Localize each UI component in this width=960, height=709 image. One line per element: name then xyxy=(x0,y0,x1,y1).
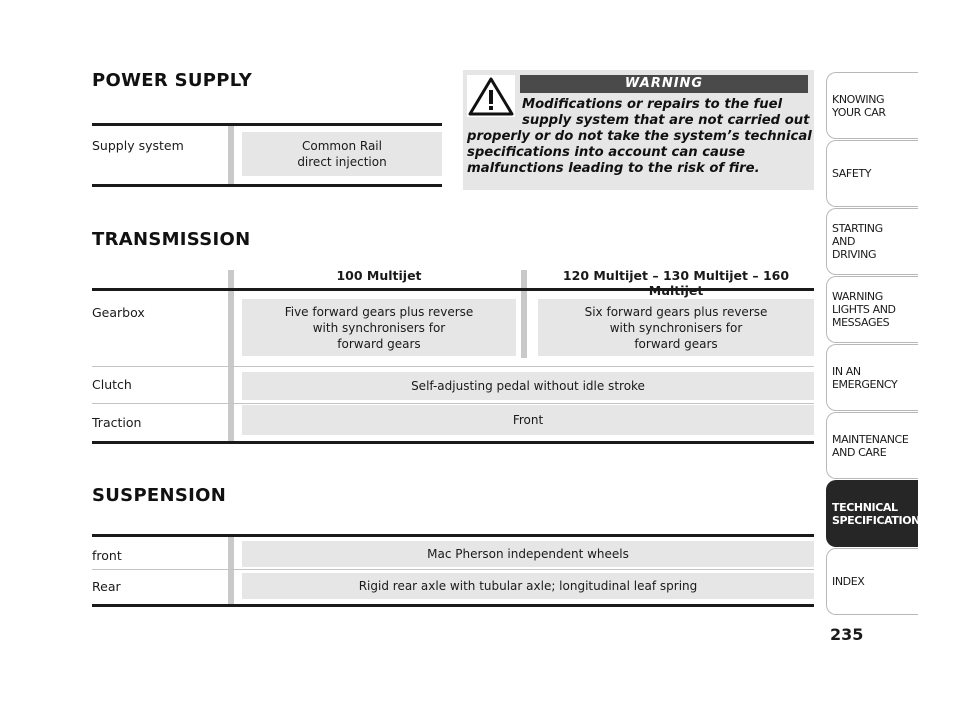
gearbox-100-line3: forward gears xyxy=(337,336,421,351)
clutch-label: Clutch xyxy=(92,377,132,392)
gearbox-120-value xyxy=(538,299,814,356)
power-supply-divider xyxy=(228,126,234,185)
warning-text-line4: specifications into account can cause xyxy=(467,145,746,160)
warning-triangle-icon xyxy=(467,75,515,117)
suspension-divider xyxy=(228,537,234,606)
clutch-value: Self-adjusting pedal without idle stroke xyxy=(242,372,814,400)
nav-tab-label: STARTING AND DRIVING xyxy=(832,222,883,261)
warning-header: WARNING xyxy=(520,75,808,93)
gearbox-100-value xyxy=(242,299,516,356)
suspension-separator xyxy=(92,569,814,570)
transmission-col-divider xyxy=(521,270,527,358)
col-100-multijet: 100 Multijet xyxy=(336,268,422,283)
gearbox-separator xyxy=(92,366,814,367)
transmission-divider xyxy=(228,270,234,442)
nav-tab-label: WARNING LIGHTS AND MESSAGES xyxy=(832,290,896,329)
gearbox-120-line3: forward gears xyxy=(634,336,718,351)
supply-system-value-line1: Common Rail xyxy=(302,139,382,153)
warning-text-line5: malfunctions leading to the risk of fire. xyxy=(467,161,760,176)
suspension-title: SUSPENSION xyxy=(92,485,227,506)
nav-tab-technical-specifications[interactable] xyxy=(826,480,928,547)
supply-system-value xyxy=(242,132,442,176)
col-120-130-160-multijet: 120 Multijet – 130 Multijet – 160 xyxy=(562,268,790,283)
nav-tab-label: SAFETY xyxy=(832,167,872,180)
nav-tab-label: IN AN EMERGENCY xyxy=(832,364,898,391)
traction-value: Front xyxy=(242,405,814,435)
nav-tab-knowing-your-car[interactable] xyxy=(826,72,918,139)
nav-tab-index[interactable] xyxy=(826,548,918,615)
nav-tab-label: MAINTENANCE AND CARE xyxy=(832,432,909,459)
warning-text-line1: Modifications or repairs to the fuel xyxy=(522,97,783,112)
nav-tab-maintenance-and-care[interactable] xyxy=(826,412,918,479)
clutch-separator xyxy=(92,403,814,404)
nav-tab-in-an-emergency[interactable] xyxy=(826,344,918,411)
nav-tab-label: KNOWING YOUR CAR xyxy=(832,92,886,119)
nav-tab-warning-lights[interactable] xyxy=(826,276,918,343)
page-number: 235 xyxy=(830,625,864,644)
suspension-rear-value: Rigid rear axle with tubular axle; longitudinal leaf spring xyxy=(242,573,814,599)
power-supply-bottom-rule xyxy=(92,184,442,187)
power-supply-top-rule xyxy=(92,123,442,126)
gearbox-100-line1: Five forward gears plus reverse xyxy=(284,304,474,319)
suspension-front-label: front xyxy=(92,548,122,563)
supply-system-value-line2: direct injection xyxy=(297,155,387,169)
warning-text-line3: properly or do not take the system’s technical xyxy=(467,129,812,144)
nav-tab-safety[interactable] xyxy=(826,140,918,207)
nav-tab-label: INDEX xyxy=(832,575,865,588)
gearbox-100-line2: with synchronisers for xyxy=(312,320,446,335)
suspension-rear-label: Rear xyxy=(92,579,121,594)
power-supply-title: POWER SUPPLY xyxy=(92,70,253,91)
suspension-front-value: Mac Pherson independent wheels xyxy=(242,541,814,567)
suspension-bottom-rule xyxy=(92,604,814,607)
warning-text-line2: supply system that are not carried out xyxy=(522,113,810,128)
nav-tab-starting-and-driving[interactable] xyxy=(826,208,918,275)
gearbox-label: Gearbox xyxy=(92,305,145,320)
gearbox-120-line1: Six forward gears plus reverse xyxy=(584,304,768,319)
nav-tab-label: TECHNICAL SPECIFICATIONS xyxy=(832,500,928,527)
transmission-title: TRANSMISSION xyxy=(92,229,251,250)
traction-label: Traction xyxy=(92,415,142,430)
suspension-top-rule xyxy=(92,534,814,537)
transmission-bottom-rule xyxy=(92,441,814,444)
transmission-top-rule xyxy=(92,288,814,291)
supply-system-label: Supply system xyxy=(92,138,184,153)
gearbox-120-line2: with synchronisers for xyxy=(609,320,743,335)
